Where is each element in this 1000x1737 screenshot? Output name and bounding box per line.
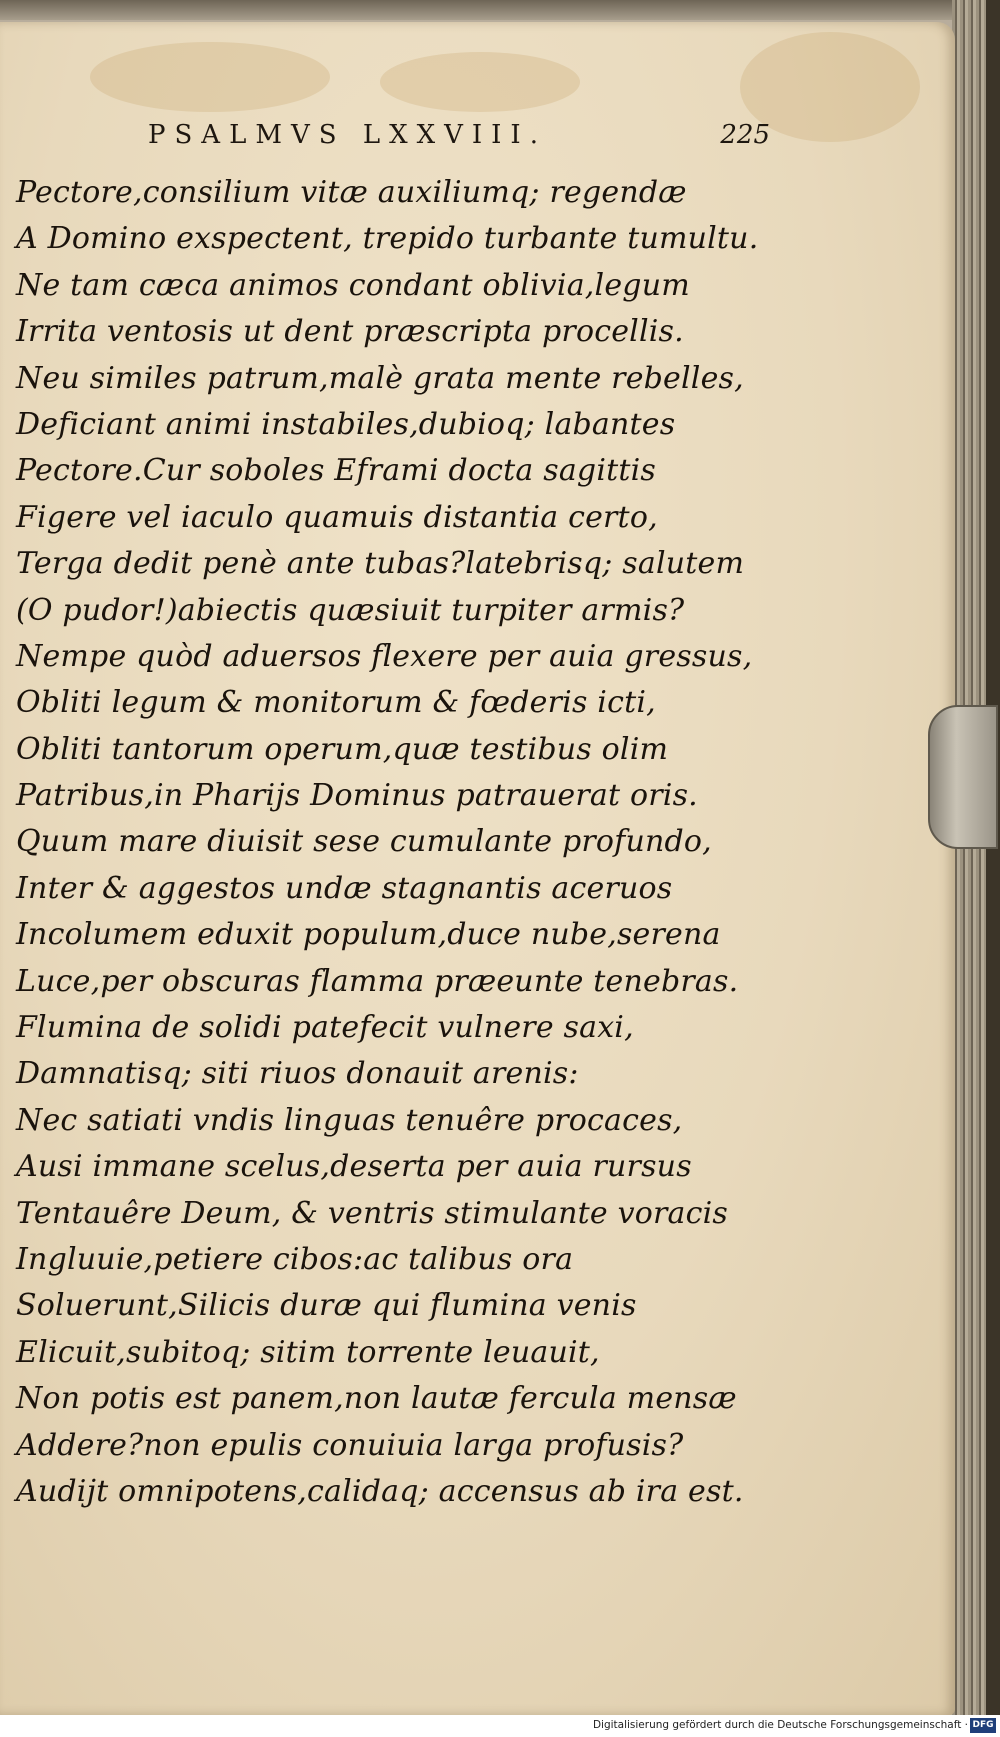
- book-clasp: [928, 705, 998, 849]
- verse-line: Pectore,consilium vitæ auxiliumq; regendæ: [16, 175, 687, 210]
- running-head: PSALMVS LXXVIII.: [148, 120, 547, 150]
- verse-line: Nempe quòd aduersos flexere per auia gressus,: [16, 638, 753, 674]
- verse-line: Soluerunt,Silicis duræ qui flumina venis: [16, 1288, 637, 1324]
- page-header: [148, 120, 788, 156]
- verse-line: Flumina de solidi patefecit vulnere saxi,: [16, 1010, 634, 1046]
- book-cover-edge: [986, 0, 1000, 1715]
- verse-line: Obliti tantorum operum,quæ testibus olim: [16, 731, 669, 767]
- verse-text: [16, 170, 776, 1515]
- verse-line: Patribus,in Pharijs Dominus patrauerat oris.: [16, 778, 698, 814]
- verse-line: Addere?non epulis conuiuia larga profusis?: [16, 1427, 684, 1463]
- verse-line: Deficiant animi instabiles,dubioq; labantes: [16, 406, 676, 442]
- verse-line: Ingluuie,petiere cibos:ac talibus ora: [16, 1241, 574, 1277]
- verse-line: Inter & aggestos undæ stagnantis aceruos: [16, 870, 673, 906]
- verse-line: Non potis est panem,non lautæ fercula mensæ: [16, 1381, 737, 1417]
- verse-line: Terga dedit penè ante tubas?latebrisq; salutem: [16, 546, 745, 582]
- verse-line: Ne tam cæca animos condant oblivia,legum: [16, 267, 690, 303]
- verse-line: Ausi immane scelus,deserta per auia rursus: [16, 1149, 692, 1185]
- verse-line: Damnatisq; siti riuos donauit arenis:: [16, 1056, 579, 1092]
- verse-line: Elicuit,subitoq; sitim torrente leuauit,: [16, 1334, 600, 1370]
- verse-line: Luce,per obscuras flamma præeunte tenebras.: [16, 963, 739, 999]
- book-edge-top: [0, 0, 1000, 20]
- dfg-logo: DFG: [970, 1718, 996, 1733]
- paper-stain: [380, 52, 580, 112]
- verse-line: Nec satiati vndis linguas tenuêre procaces,: [16, 1102, 683, 1138]
- paper-stain: [90, 42, 330, 112]
- verse-line: Tentauêre Deum, & ventris stimulante voracis: [16, 1195, 729, 1231]
- verse-line: Incolumem eduxit populum,duce nube,serena: [16, 917, 721, 953]
- verse-line: Figere vel iaculo quamuis distantia certo,: [16, 499, 658, 535]
- verse-line: (O pudor!)abiectis quæsiuit turpiter armis?: [16, 592, 685, 628]
- verse-line: Irrita ventosis ut dent præscripta procellis.: [16, 314, 684, 350]
- verse-line: Neu similes patrum,malè grata mente rebelles,: [16, 360, 744, 396]
- verse-line: Audijt omnipotens,calidaq; accensus ab ira est.: [16, 1473, 744, 1509]
- verse-line: Obliti legum & monitorum & fœderis icti,: [16, 685, 656, 721]
- digitization-footer: [0, 1715, 1000, 1737]
- verse-line: A Domino exspectent, trepido turbante tumultu.: [16, 221, 759, 257]
- funding-credit: Digitalisierung gefördert durch die Deutsche Forschungsgemeinschaft ·: [592, 1719, 968, 1731]
- verse-line: Quum mare diuisit sese cumulante profundo,: [16, 824, 712, 860]
- page-number: 225: [720, 120, 770, 150]
- verse-line: Pectore.Cur soboles Eframi docta sagittis: [16, 453, 657, 489]
